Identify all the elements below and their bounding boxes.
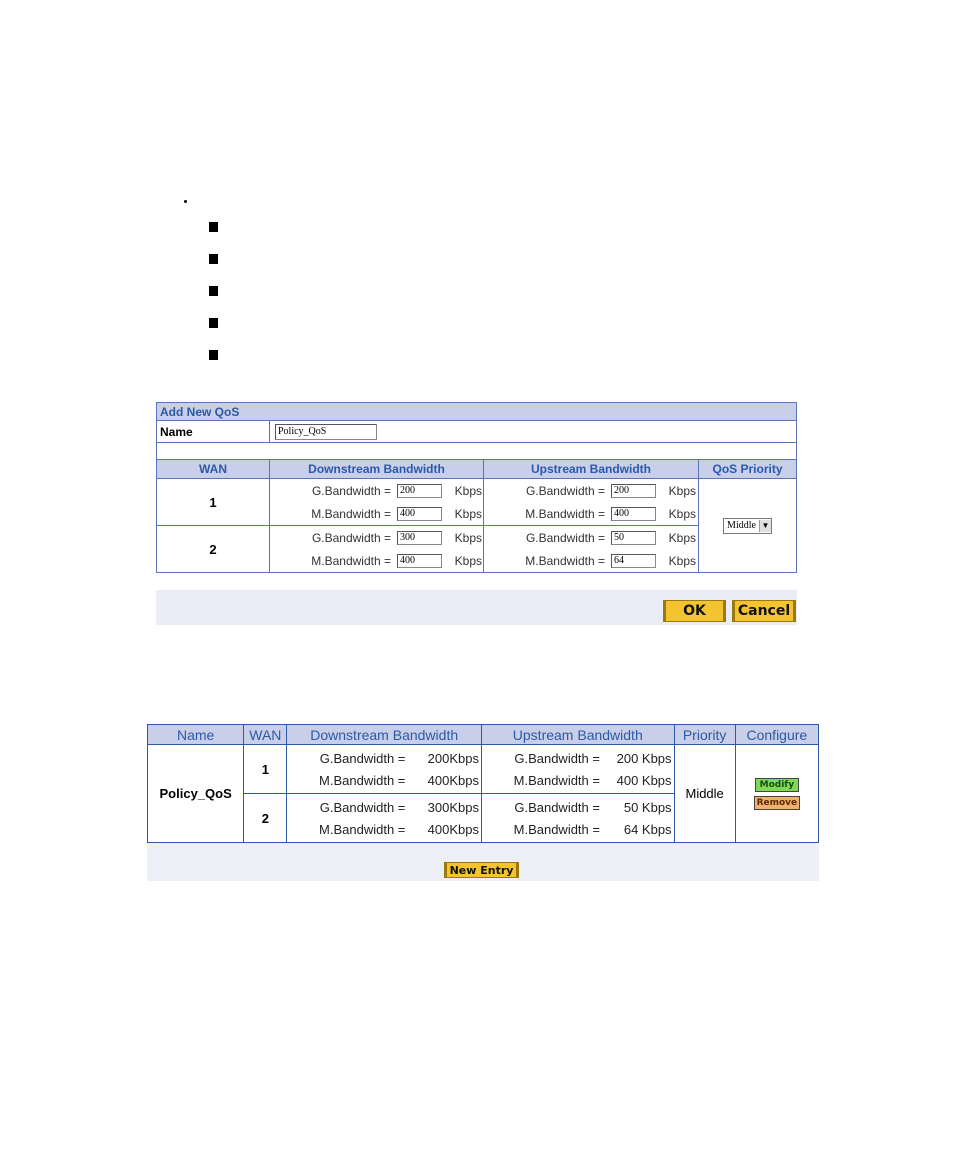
square-bullet-icon xyxy=(209,350,218,360)
down-g-value: 300Kbps xyxy=(427,799,479,815)
add-qos-table xyxy=(156,402,797,573)
m-bandwidth-label: M.Bandwidth = xyxy=(319,772,406,788)
square-bullet-icon xyxy=(209,318,218,328)
down-m-bandwidth-input[interactable] xyxy=(397,554,442,568)
cancel-button[interactable]: Cancel xyxy=(732,600,796,622)
m-bandwidth-label: M.Bandwidth = xyxy=(319,821,406,837)
g-bandwidth-label: G.Bandwidth = xyxy=(311,483,391,498)
qos-list-panel xyxy=(147,724,819,881)
m-bandwidth-label: M.Bandwidth = xyxy=(513,772,600,788)
g-bandwidth-label: G.Bandwidth = xyxy=(525,530,605,545)
col-wan: WAN xyxy=(244,725,287,745)
col-name: Name xyxy=(148,725,244,745)
qos-priority-select[interactable]: Middle ▼ xyxy=(723,518,772,534)
down-m-value: 400Kbps xyxy=(427,821,479,837)
unit-label: Kbps xyxy=(454,553,482,568)
unit-label: Kbps xyxy=(668,483,696,498)
square-bullet-icon xyxy=(209,222,218,232)
col-downstream: Downstream Bandwidth xyxy=(287,725,482,745)
col-upstream: Upstream Bandwidth xyxy=(484,460,699,479)
col-configure: Configure xyxy=(735,725,818,745)
unit-label: Kbps xyxy=(454,530,482,545)
col-downstream: Downstream Bandwidth xyxy=(270,460,484,479)
modify-button[interactable]: Modify xyxy=(755,778,799,792)
up-g-bandwidth-input[interactable] xyxy=(611,531,656,545)
down-g-bandwidth-input[interactable] xyxy=(397,531,442,545)
dropdown-arrow-icon[interactable]: ▼ xyxy=(759,520,771,532)
down-g-value: 200Kbps xyxy=(427,750,479,766)
wan-number: 1 xyxy=(157,479,270,526)
col-qos-priority: QoS Priority xyxy=(699,460,797,479)
m-bandwidth-label: M.Bandwidth = xyxy=(525,553,605,568)
up-g-value: 50 Kbps xyxy=(623,799,672,815)
add-qos-panel xyxy=(156,402,797,625)
up-m-value: 400 Kbps xyxy=(616,772,672,788)
name-label: Name xyxy=(157,421,270,443)
unit-label: Kbps xyxy=(668,553,696,568)
col-upstream: Upstream Bandwidth xyxy=(481,725,674,745)
unit-label: Kbps xyxy=(454,483,482,498)
wan-number: 2 xyxy=(157,526,270,573)
up-g-value: 200 Kbps xyxy=(616,750,672,766)
name-input[interactable] xyxy=(275,424,377,440)
new-entry-button[interactable]: New Entry xyxy=(444,862,519,878)
remove-button[interactable]: Remove xyxy=(754,796,800,810)
wan-row-1 xyxy=(157,479,797,526)
m-bandwidth-label: M.Bandwidth = xyxy=(311,506,391,521)
unit-label: Kbps xyxy=(668,530,696,545)
table-row xyxy=(148,745,819,794)
down-m-value: 400Kbps xyxy=(427,772,479,788)
m-bandwidth-label: M.Bandwidth = xyxy=(513,821,600,837)
ok-button[interactable]: OK xyxy=(663,600,726,622)
g-bandwidth-label: G.Bandwidth = xyxy=(319,750,406,766)
qos-list-table xyxy=(147,724,819,843)
up-m-value: 64 Kbps xyxy=(623,821,672,837)
g-bandwidth-label: G.Bandwidth = xyxy=(525,483,605,498)
col-wan: WAN xyxy=(157,460,270,479)
bullet-list xyxy=(209,222,218,382)
g-bandwidth-label: G.Bandwidth = xyxy=(514,799,600,815)
wan-number: 1 xyxy=(244,745,287,794)
down-m-bandwidth-input[interactable] xyxy=(397,507,442,521)
m-bandwidth-label: M.Bandwidth = xyxy=(525,506,605,521)
panel-title: Add New QoS xyxy=(157,403,797,421)
square-bullet-icon xyxy=(209,286,218,296)
new-entry-bar xyxy=(147,843,819,881)
down-g-bandwidth-input[interactable] xyxy=(397,484,442,498)
g-bandwidth-label: G.Bandwidth = xyxy=(514,750,600,766)
up-m-bandwidth-input[interactable] xyxy=(611,507,656,521)
up-m-bandwidth-input[interactable] xyxy=(611,554,656,568)
col-priority: Priority xyxy=(674,725,735,745)
g-bandwidth-label: G.Bandwidth = xyxy=(311,530,391,545)
button-bar xyxy=(156,590,797,625)
square-bullet-icon xyxy=(209,254,218,264)
wan-number: 2 xyxy=(244,794,287,843)
policy-name: Policy_QoS xyxy=(148,745,244,843)
up-g-bandwidth-input[interactable] xyxy=(611,484,656,498)
bullet-dot xyxy=(184,200,187,203)
g-bandwidth-label: G.Bandwidth = xyxy=(319,799,406,815)
unit-label: Kbps xyxy=(454,506,482,521)
priority-value: Middle xyxy=(674,745,735,843)
unit-label: Kbps xyxy=(668,506,696,521)
m-bandwidth-label: M.Bandwidth = xyxy=(311,553,391,568)
